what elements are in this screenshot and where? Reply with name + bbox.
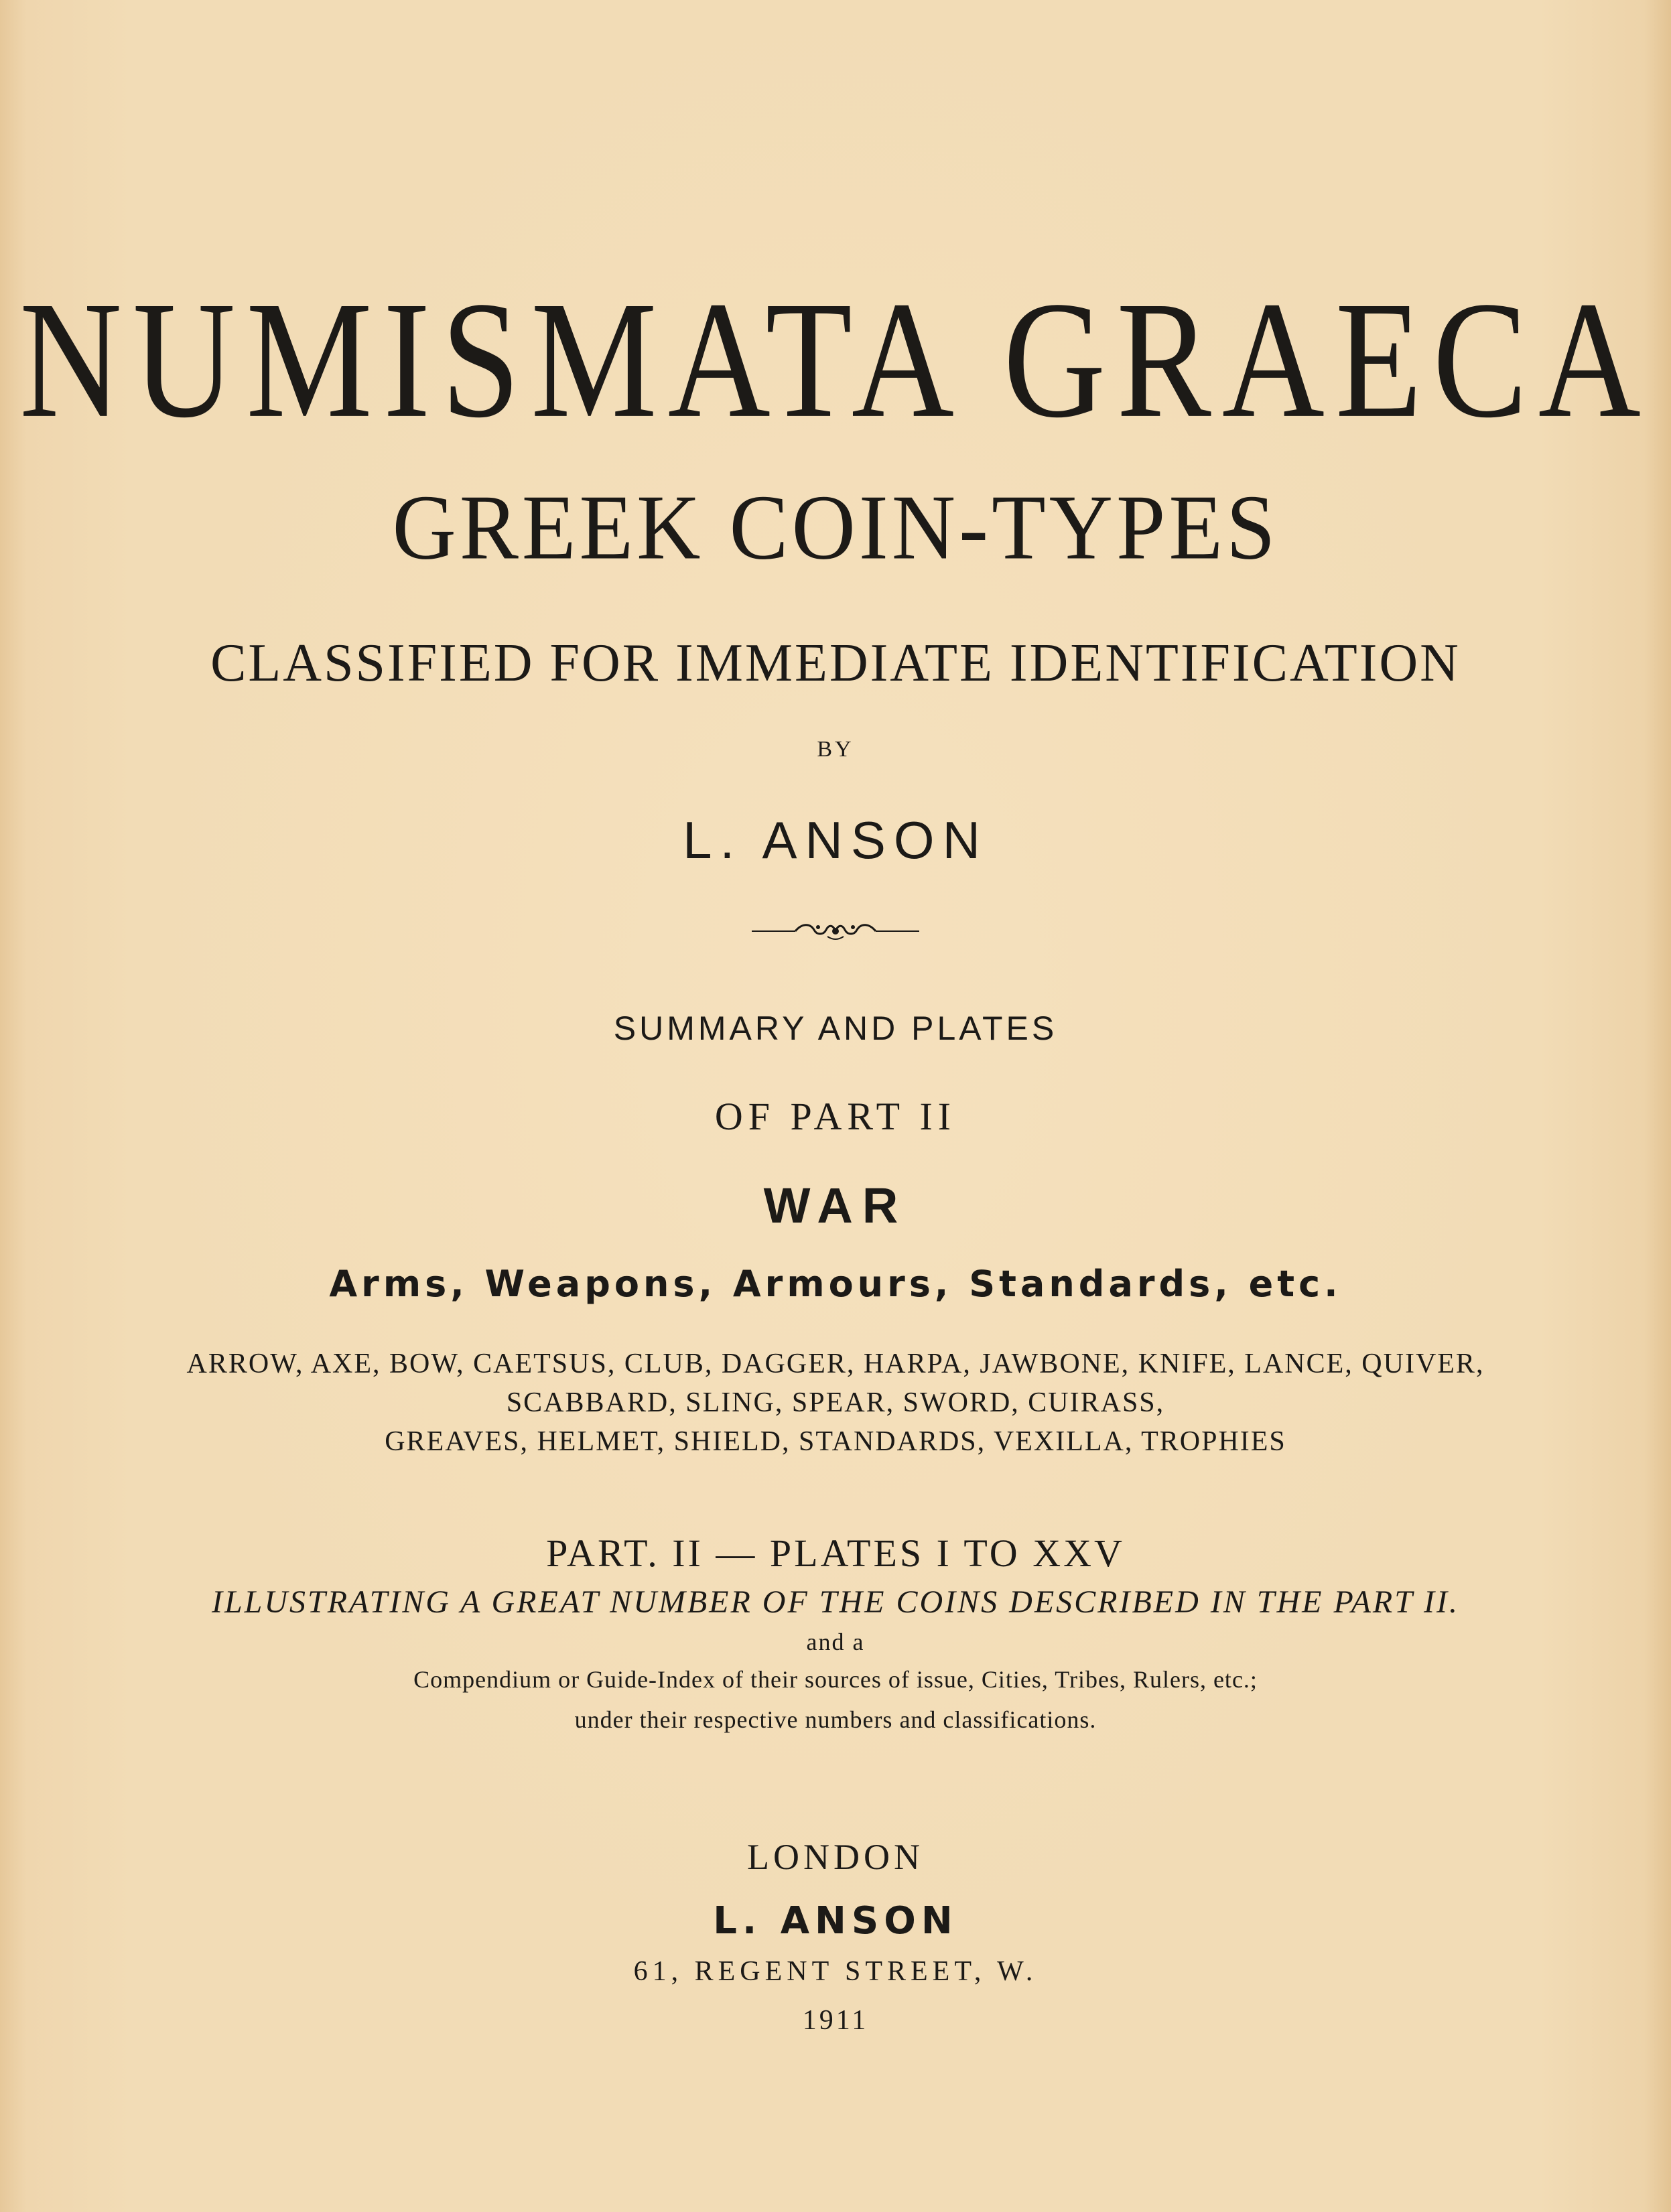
- author-name: L. ANSON: [683, 811, 988, 870]
- main-title: NUMISMATA GRAECA: [19, 266, 1652, 453]
- and-a-text: and a: [806, 1629, 865, 1655]
- imprint-year: 1911: [802, 2005, 869, 2036]
- plates-note: ILLUSTRATING A GREAT NUMBER OF THE COINS DESCRIBED IN THE PART II.: [211, 1584, 1460, 1620]
- part-heading: OF PART II: [714, 1095, 957, 1138]
- topic-heading: WAR: [763, 1178, 908, 1233]
- items-list-line-1: ARROW, AXE, BOW, CAETSUS, CLUB, DAGGER, HARPA, JAWBONE, KNIFE, LANCE, QUIVER,: [186, 1349, 1485, 1379]
- subtitle: GREEK COIN-TYPES: [392, 475, 1279, 579]
- imprint-address: 61, REGENT STREET, W.: [633, 1956, 1038, 1987]
- items-list-line-2: SCABBARD, SLING, SPEAR, SWORD, CUIRASS,: [506, 1387, 1165, 1418]
- imprint-city: LONDON: [747, 1837, 924, 1877]
- topic-subtitle: Arms, Weapons, Armours, Standards, etc.: [329, 1263, 1342, 1305]
- compendium-line-1: Compendium or Guide-Index of their sources of issue, Cities, Tribes, Rulers, etc.;: [413, 1666, 1258, 1693]
- items-list-line-3: GREAVES, HELMET, SHIELD, STANDARDS, VEXILLA, TROPHIES: [385, 1426, 1286, 1457]
- compendium-line-2: under their respective numbers and classifications.: [574, 1706, 1097, 1733]
- by-label: BY: [817, 737, 854, 762]
- section-heading: SUMMARY AND PLATES: [613, 1010, 1058, 1047]
- vine-scroll-ornament-icon: [748, 918, 923, 945]
- plates-heading: PART. II — PLATES I TO XXV: [546, 1531, 1125, 1575]
- tagline: CLASSIFIED FOR IMMEDIATE IDENTIFICATION: [210, 634, 1461, 693]
- imprint-publisher: L. ANSON: [713, 1899, 958, 1943]
